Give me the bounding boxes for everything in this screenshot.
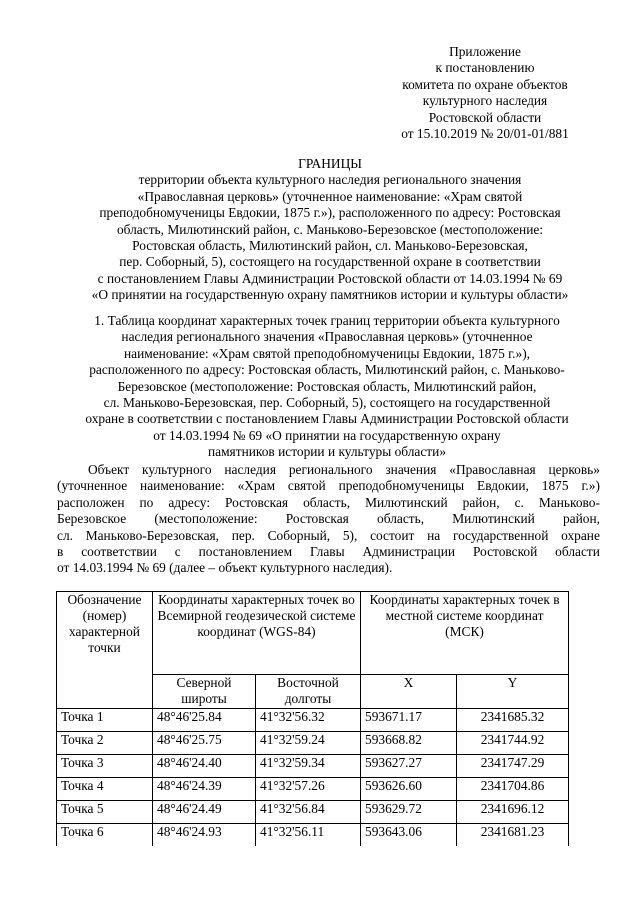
x-coordinate-cell: 593626.60 bbox=[361, 778, 457, 801]
heading-line: область, Милютинский район, с. Маньково-Березовское (местоположение: bbox=[116, 221, 544, 237]
header-east: Восточной долготы bbox=[256, 675, 361, 709]
paragraph-word: области bbox=[555, 544, 600, 560]
east-longitude-cell: 41°32'59.24 bbox=[256, 732, 361, 755]
paragraph-word: область, bbox=[303, 494, 351, 510]
section-line: от 14.03.1994 № 69 «О принятии на государственную охрану bbox=[153, 427, 501, 443]
paragraph-word: церковь» bbox=[548, 462, 600, 477]
paragraph-word: 5), bbox=[342, 527, 358, 543]
paragraph-word: святой bbox=[287, 478, 326, 494]
x-coordinate-cell: 593627.27 bbox=[361, 755, 457, 778]
paragraph-word: расположен bbox=[57, 494, 125, 510]
paragraph-word: Милютинский bbox=[365, 494, 448, 510]
appendix-line: к постановлению bbox=[435, 60, 535, 76]
point-cell: Точка 5 bbox=[57, 801, 153, 824]
paragraph-word: Администрации bbox=[362, 544, 456, 560]
north-latitude-cell: 48°46'24.49 bbox=[153, 801, 256, 824]
point-cell: Точка 2 bbox=[57, 732, 153, 755]
appendix-block bbox=[380, 44, 590, 142]
y-coordinate-cell: 2341696.12 bbox=[457, 801, 569, 824]
header-north: Северной широты bbox=[153, 675, 256, 709]
paragraph-word: Милютинский bbox=[452, 511, 535, 527]
paragraph-word: (уточненное bbox=[57, 478, 128, 494]
y-coordinate-cell: 2341681.23 bbox=[457, 824, 569, 847]
paragraph-word: район, bbox=[462, 494, 500, 510]
paragraph-word: Евдокии, bbox=[477, 478, 529, 494]
paragraph-line bbox=[57, 560, 600, 576]
paragraph-word: преподобномученицы bbox=[338, 478, 465, 494]
paragraph-word: Ростовской bbox=[472, 544, 538, 560]
paragraph-word: значения bbox=[385, 462, 437, 477]
table-row bbox=[57, 732, 569, 755]
paragraph-word: состоит bbox=[370, 527, 415, 543]
object-description-paragraph bbox=[57, 462, 600, 577]
coordinates-table bbox=[56, 591, 569, 846]
appendix-line: культурного наследия bbox=[422, 93, 548, 109]
section-line: Березовское (местоположение: Ростовская область, Милютинский район, bbox=[117, 378, 537, 394]
header-msk-group: Координаты характерных точек в местной системе координат (МСК) bbox=[361, 592, 569, 675]
paragraph-word: сл. bbox=[57, 527, 73, 543]
east-longitude-cell: 41°32'59.34 bbox=[256, 755, 361, 778]
appendix-line: Приложение bbox=[449, 44, 521, 59]
point-cell: Точка 6 bbox=[57, 824, 153, 847]
paragraph-word: от 14.03.1994 № 69 (далее – объект культурного наследия). bbox=[57, 560, 393, 576]
header-x: X bbox=[361, 675, 457, 709]
heading-line: с постановлением Главы Администрации Ростовской области от 14.03.1994 № 69 bbox=[97, 270, 563, 286]
north-latitude-cell: 48°46'25.84 bbox=[153, 709, 256, 732]
east-longitude-cell: 41°32'56.84 bbox=[256, 801, 361, 824]
paragraph-word: Главы bbox=[309, 544, 345, 560]
header-y: Y bbox=[457, 675, 569, 709]
paragraph-line bbox=[57, 511, 600, 527]
paragraph-word: г.») bbox=[581, 478, 600, 494]
paragraph-word: пер. bbox=[231, 527, 255, 543]
paragraph-line bbox=[57, 478, 600, 494]
heading-line: Ростовская область, Милютинский район, сл. Маньково-Березовская, bbox=[132, 238, 528, 254]
header-point-label: Обозначение (номер) характерной точки bbox=[57, 592, 153, 709]
section-line: 1. Таблица координат характерных точек границ территории объекта культурного bbox=[94, 313, 560, 328]
paragraph-word: с. bbox=[514, 494, 524, 510]
x-coordinate-cell: 593643.06 bbox=[361, 824, 457, 847]
paragraph-word: Березовское bbox=[57, 511, 127, 527]
appendix-line: комитета по охране объектов bbox=[402, 76, 568, 92]
east-longitude-cell: 41°32'56.11 bbox=[256, 824, 361, 847]
paragraph-word: соответствии bbox=[81, 544, 157, 560]
y-coordinate-cell: 2341747.29 bbox=[457, 755, 569, 778]
section-line: памятников истории и культуры области» bbox=[207, 444, 447, 460]
paragraph-word: охране bbox=[561, 527, 600, 543]
section-1-title bbox=[40, 313, 614, 461]
table-row bbox=[57, 778, 569, 801]
paragraph-word: Соборный, bbox=[267, 527, 331, 543]
y-coordinate-cell: 2341685.32 bbox=[457, 709, 569, 732]
y-coordinate-cell: 2341744.92 bbox=[457, 732, 569, 755]
paragraph-word: (местоположение: bbox=[154, 511, 258, 527]
paragraph-word: Ростовская bbox=[225, 494, 289, 510]
paragraph-word: наследия bbox=[224, 462, 276, 477]
paragraph-word: область, bbox=[377, 511, 425, 527]
east-longitude-cell: 41°32'57.26 bbox=[256, 778, 361, 801]
document-heading bbox=[40, 156, 620, 304]
paragraph-word: с bbox=[174, 544, 181, 560]
paragraph-word: на bbox=[427, 527, 441, 543]
paragraph-line bbox=[57, 528, 600, 544]
paragraph-word: в bbox=[57, 544, 64, 560]
paragraph-word: регионального bbox=[288, 462, 373, 477]
paragraph-word: район, bbox=[562, 511, 600, 527]
heading-title: ГРАНИЦЫ bbox=[298, 156, 362, 171]
paragraph-word: «Православная bbox=[449, 462, 536, 477]
section-line: расположенного по адресу: Ростовская область, Милютинский район, с. Маньково- bbox=[89, 362, 565, 378]
north-latitude-cell: 48°46'24.40 bbox=[153, 755, 256, 778]
heading-line: преподобномученицы Евдокии, 1875 г.»), расположенного по адресу: Ростовская bbox=[99, 205, 561, 221]
heading-line: «О принятии на государственную охрану памятников истории и культуры области» bbox=[91, 287, 569, 303]
paragraph-line bbox=[57, 495, 600, 511]
table-row bbox=[57, 801, 569, 824]
x-coordinate-cell: 593671.17 bbox=[361, 709, 457, 732]
section-line: наименование: «Храм святой преподобномученицы Евдокии, 1875 г.»), bbox=[123, 345, 530, 361]
heading-line: территории объекта культурного наследия регионального значения bbox=[138, 172, 522, 188]
point-cell: Точка 3 bbox=[57, 755, 153, 778]
section-line: охране в соответствии с постановлением Главы Администрации Ростовской области bbox=[85, 411, 569, 427]
north-latitude-cell: 48°46'24.39 bbox=[153, 778, 256, 801]
appendix-line: Ростовской области bbox=[428, 109, 542, 125]
appendix-line: от 15.10.2019 № 20/01-01/881 bbox=[401, 126, 569, 142]
y-coordinate-cell: 2341704.86 bbox=[457, 778, 569, 801]
paragraph-word: «Храм bbox=[237, 478, 276, 494]
paragraph-word: государственной bbox=[452, 527, 549, 543]
table-row bbox=[57, 755, 569, 778]
north-latitude-cell: 48°46'25.75 bbox=[153, 732, 256, 755]
paragraph-word: адресу: bbox=[168, 494, 211, 510]
section-line: наследия регионального значения «Православная церковь» (уточненное bbox=[121, 329, 533, 345]
paragraph-line bbox=[57, 462, 600, 478]
north-latitude-cell: 48°46'24.93 bbox=[153, 824, 256, 847]
paragraph-word: культурного bbox=[142, 462, 212, 477]
heading-line: пер. Соборный, 5), состоящего на государственной охране в соответствии bbox=[119, 254, 541, 270]
table-row bbox=[57, 824, 569, 847]
paragraph-word: 1875 bbox=[541, 478, 569, 494]
paragraph-word: Маньково-Березовская, bbox=[85, 527, 220, 543]
paragraph-word: Ростовская bbox=[285, 511, 349, 527]
paragraph-word: Объект bbox=[88, 462, 130, 477]
paragraph-word: наименование: bbox=[140, 478, 225, 494]
section-line: сл. Маньково-Березовская, пер. Соборный, 5), состоящего на государственной bbox=[103, 395, 551, 411]
paragraph-word: постановлением bbox=[198, 544, 293, 560]
paragraph-line bbox=[57, 544, 600, 560]
x-coordinate-cell: 593668.82 bbox=[361, 732, 457, 755]
heading-line: «Православная церковь» (уточненное наименование: «Храм святой bbox=[137, 188, 523, 204]
paragraph-word: по bbox=[139, 494, 154, 510]
point-cell: Точка 4 bbox=[57, 778, 153, 801]
header-wgs-group: Координаты характерных точек во Всемирной геодезической системе координат (WGS-84) bbox=[153, 592, 361, 675]
east-longitude-cell: 41°32'56.32 bbox=[256, 709, 361, 732]
paragraph-word: Маньково- bbox=[538, 494, 600, 510]
x-coordinate-cell: 593629.72 bbox=[361, 801, 457, 824]
table-row bbox=[57, 709, 569, 732]
point-cell: Точка 1 bbox=[57, 709, 153, 732]
